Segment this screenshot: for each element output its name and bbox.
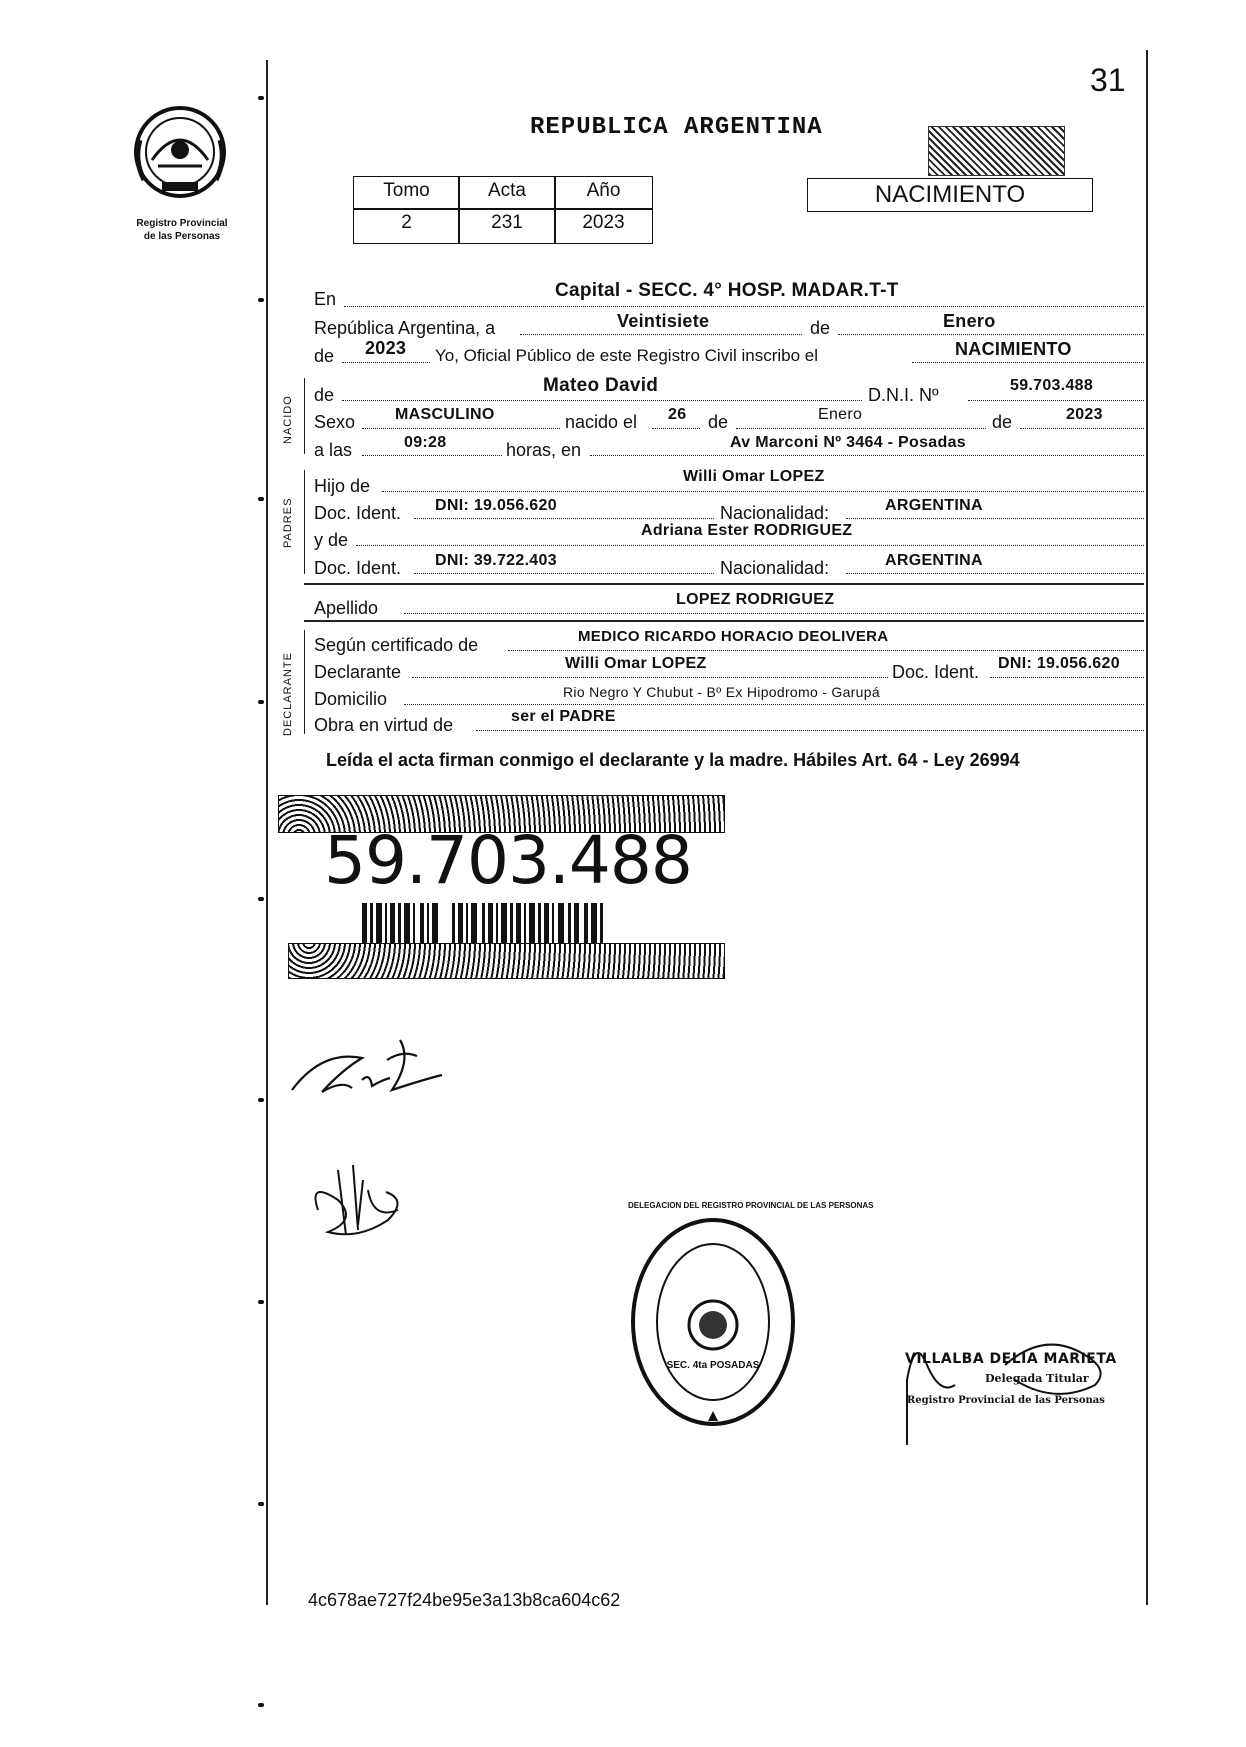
section-divider-2 (304, 620, 1144, 622)
seal-caption-1: Registro Provincial (136, 218, 228, 229)
table-header-tomo: Tomo (353, 176, 460, 210)
record-type-label: NACIMIENTO (874, 181, 1026, 208)
padre-doc-value: DNI: 19.056.620 (435, 497, 557, 514)
punch-mark (258, 700, 264, 704)
official-role: Delegada Titular (985, 1372, 1089, 1385)
punch-mark (258, 1703, 264, 1707)
lugar-value: Av Marconi Nº 3464 - Posadas (730, 434, 966, 451)
madre-doc-dotted-line (414, 573, 714, 574)
domicilio-label: Domicilio (314, 689, 388, 709)
nac-dia-dotted-line (652, 428, 700, 429)
table-cell-anio: 2023 (554, 208, 653, 244)
anio-dotted-line (342, 362, 430, 363)
dni-dotted-line (968, 400, 1144, 401)
side-label-padres: PADRES (282, 497, 294, 548)
padre-doc-dotted-line (414, 518, 714, 519)
document-hash: 4c678ae727f24be95e3a13b8ca604c62 (308, 1590, 621, 1610)
right-margin-line (1146, 50, 1148, 1605)
dni-label: D.N.I. Nº (868, 385, 939, 405)
left-binding-line (266, 60, 268, 1605)
padres-bracket (304, 470, 305, 574)
inscribe-dotted-line (912, 362, 1144, 363)
punch-mark (258, 897, 264, 901)
sexo-label: Sexo (314, 412, 356, 432)
punch-mark (258, 1502, 264, 1506)
domicilio-dotted-line (404, 704, 1144, 705)
republica-label: República Argentina, a (314, 318, 496, 338)
round-stamp (628, 1201, 874, 1430)
punch-mark (258, 1098, 264, 1102)
closing-text: Leída el acta firman conmigo el declarante y la madre. Hábiles Art. 64 - Ley 26994 (326, 750, 1020, 770)
declarante-value: Willi Omar LOPEZ (565, 655, 707, 672)
mes-value: Enero (943, 311, 996, 331)
nacido-bracket (304, 378, 305, 454)
seal-caption-2: de las Personas (143, 231, 221, 242)
official-name: VILLALBA DELIA MARIETA (905, 1351, 1117, 1367)
declarant-signature (282, 1020, 452, 1115)
domicilio-value: Rio Negro Y Chubut - Bº Ex Hipodromo - Garupá (563, 684, 880, 700)
inscribe-tipo: NACIMIENTO (955, 339, 1072, 359)
horas-en-label: horas, en (506, 440, 582, 460)
madre-dotted-line (356, 545, 1144, 546)
anio-value: 2023 (365, 338, 407, 358)
sexo-value: MASCULINO (395, 406, 495, 423)
side-label-nacido: NACIDO (282, 395, 294, 444)
padre-dotted-line (382, 491, 1144, 492)
nac-dia-value: 26 (668, 406, 687, 423)
en-dotted-line (344, 306, 1144, 307)
hora-value: 09:28 (404, 434, 447, 451)
madre-value: Adriana Ester RODRIGUEZ (641, 522, 853, 539)
padre-doc-label: Doc. Ident. (314, 503, 402, 523)
nombre-de-label: de (314, 385, 335, 405)
lugar-dotted-line (590, 455, 1144, 456)
declarante-doc-value: DNI: 19.056.620 (998, 655, 1120, 672)
obra-value: ser el PADRE (511, 708, 616, 725)
madre-nac-value: ARGENTINA (885, 552, 983, 569)
nac-de-label: de (708, 412, 729, 432)
y-de-label: y de (314, 530, 349, 550)
padre-nac-dotted-line (846, 518, 1144, 519)
official-office: Registro Provincial de las Personas (907, 1395, 1105, 1406)
official-signature (895, 1325, 1145, 1450)
side-label-declarante: DECLARANTE (282, 652, 294, 736)
nac-de-label-2: de (992, 412, 1013, 432)
section-divider-1 (304, 583, 1144, 585)
punch-mark (258, 96, 264, 100)
id-sticker (278, 795, 728, 995)
round-stamp-inner-text: SEC. 4ta POSADAS (666, 1360, 760, 1371)
obra-label: Obra en virtud de (314, 715, 454, 735)
nombre-value: Mateo David (543, 375, 659, 396)
certificado-value: MEDICO RICARDO HORACIO DEOLIVERA (578, 628, 889, 645)
declarante-dotted-line (412, 677, 888, 678)
security-stamp (928, 126, 1065, 176)
padre-nac-value: ARGENTINA (885, 497, 983, 514)
nac-mes-value: Enero (818, 406, 863, 423)
provincial-seal (128, 100, 233, 210)
sticker-number: 59.703.488 (324, 822, 692, 899)
declarante-bracket (304, 630, 305, 734)
nacido-label: nacido el (565, 412, 638, 432)
table-cell-tomo: 2 (353, 208, 460, 244)
madre-doc-label: Doc. Ident. (314, 558, 402, 578)
declarante-label: Declarante (314, 662, 402, 682)
madre-nac-dotted-line (846, 573, 1144, 574)
page-number: 31 (1090, 62, 1126, 98)
punch-mark (258, 1300, 264, 1304)
a-las-label: a las (314, 440, 353, 460)
apellido-dotted-line (404, 613, 1144, 614)
en-value: Capital - SECC. 4° HOSP. MADAR.T-T (555, 280, 899, 301)
hora-dotted-line (362, 455, 502, 456)
oficial-label: Yo, Oficial Público de este Registro Civil inscribo el (435, 346, 818, 365)
round-stamp-icon (628, 1215, 798, 1430)
declarante-doc-label: Doc. Ident. (892, 662, 980, 682)
de-label-2: de (314, 346, 335, 366)
nac-anio-value: 2023 (1066, 406, 1103, 423)
apellido-value: LOPEZ RODRIGUEZ (676, 591, 835, 608)
barcode-icon (362, 903, 612, 943)
record-type-box (807, 178, 1093, 212)
en-label: En (314, 289, 337, 309)
dia-dotted-line (520, 334, 802, 335)
certificado-label: Según certificado de (314, 635, 479, 655)
madre-doc-value: DNI: 39.722.403 (435, 552, 557, 569)
nac-anio-dotted-line (1020, 428, 1144, 429)
dni-value: 59.703.488 (1010, 377, 1094, 394)
declarante-doc-dotted-line (990, 677, 1144, 678)
table-header-anio: Año (554, 176, 653, 210)
seal-emblem-icon (128, 100, 233, 210)
hijo-de-label: Hijo de (314, 476, 371, 496)
nac-mes-dotted-line (736, 428, 986, 429)
apellido-label: Apellido (314, 598, 379, 618)
sticker-pattern-bottom (288, 943, 725, 979)
mother-signature (298, 1150, 428, 1250)
dia-texto: Veintisiete (617, 311, 710, 331)
punch-mark (258, 298, 264, 302)
obra-dotted-line (476, 730, 1144, 731)
nombre-dotted-line (342, 400, 862, 401)
mes-dotted-line (838, 334, 1144, 335)
padre-value: Willi Omar LOPEZ (683, 468, 825, 485)
table-header-acta: Acta (458, 176, 556, 210)
table-cell-acta: 231 (458, 208, 556, 244)
madre-nac-label: Nacionalidad: (720, 558, 830, 578)
punch-mark (258, 497, 264, 501)
document-title: REPUBLICA ARGENTINA (530, 114, 823, 141)
certificado-dotted-line (508, 650, 1144, 651)
sexo-dotted-line (362, 428, 560, 429)
padre-nac-label: Nacionalidad: (720, 503, 830, 523)
round-stamp-ring-text: DELEGACION DEL REGISTRO PROVINCIAL DE LAS PERSONAS (628, 1201, 874, 1210)
de-label-1: de (810, 318, 831, 338)
